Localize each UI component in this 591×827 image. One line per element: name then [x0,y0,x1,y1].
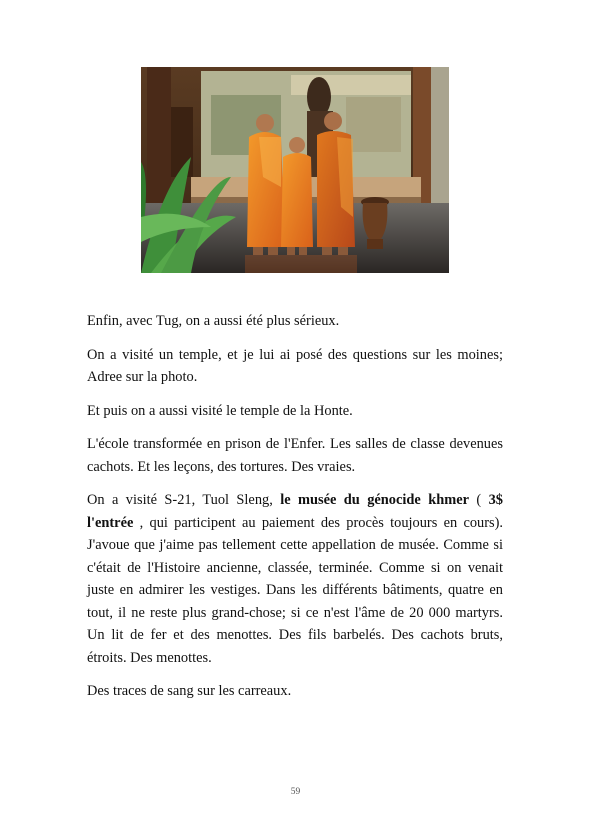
paragraph-2: On a visité un temple, et je lui ai posé des questions sur les moines; Adree sur la photo. [87,346,503,385]
paragraph-3: Et puis on a aussi visité le temple de la Honte. [87,402,353,419]
paragraph-5-text-3: , qui participent au paiement des procès toujours en cours). J'avoue que j'aime pas tellement cette appellation de musée. Comme si c'était de l'Histoire ancienne, classée, terminée. Comme si on venait juste en admirer les vestiges. Dans les différents bâtiments, quatre en tout, il ne reste plus grand-chose; si ce n'est l'âme de 20 000 martyrs. Un lit de fer et des menottes. Des fils barbelés. Des cachots bruts, étroits. Des menottes. [87,514,503,666]
paragraph-4: L'école transformée en prison de l'Enfer. Les salles de classe devenues cachots. Et les leçons, des tortures. Des vraies. [87,436,503,475]
museum-name-bold: le musée du génocide khmer [280,492,469,508]
page-number: 59 [290,787,301,797]
paragraph-6: Des traces de sang sur les carreaux. [87,683,292,699]
monks-photo [141,67,449,273]
monks-photo-illustration [141,67,449,273]
entry-price-bold: 3$ l'entrée [87,492,503,531]
paragraph-5-text-2: ( [468,492,489,508]
paragraph-5 [87,489,503,669]
paragraph-1: Enfin, avec Tug, on a aussi été plus sérieux. [87,313,340,329]
document-body [87,310,503,714]
paragraph-5-text-1: On a visité S-21, Tuol Sleng, [87,492,281,508]
